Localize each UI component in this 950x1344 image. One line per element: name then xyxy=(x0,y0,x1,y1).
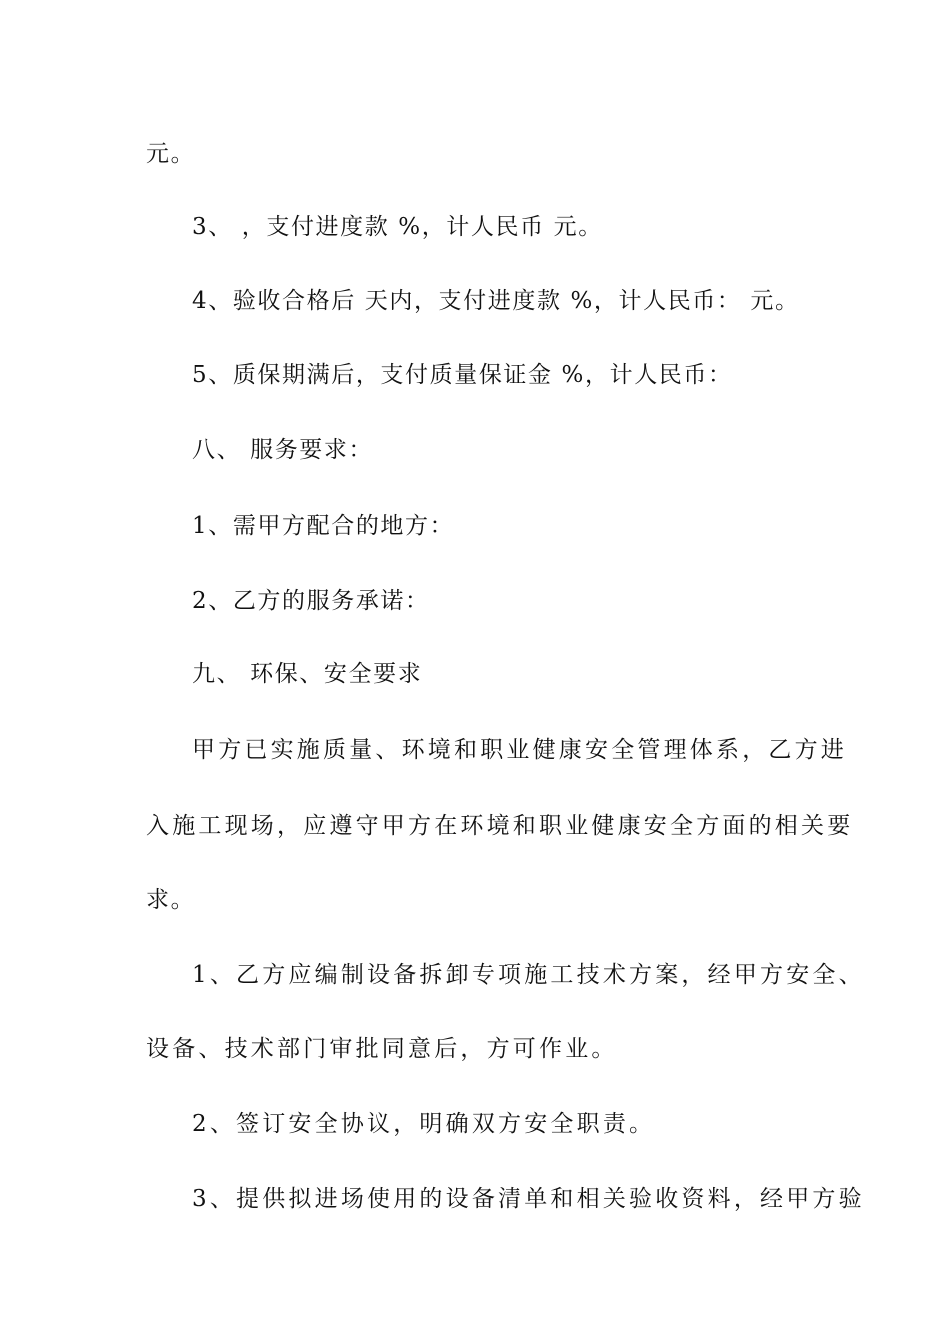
safety-item-2: 2、签订安全协议，明确双方安全职责。 xyxy=(192,1111,656,1137)
payment-item-4: 4、验收合格后 天内，支付进度款 %，计人民币： 元。 xyxy=(192,288,800,314)
paragraph-line: 入施工现场，应遵守甲方在环境和职业健康安全方面的相关要 xyxy=(146,813,854,839)
payment-item-5: 5、质保期满后，支付质量保证金 %，计人民币： xyxy=(192,362,733,388)
section-heading-service: 八、 服务要求： xyxy=(192,437,374,463)
safety-item-3: 3、提供拟进场使用的设备清单和相关验收资料，经甲方验 xyxy=(192,1186,865,1212)
paragraph-line: 求。 xyxy=(146,887,196,913)
paragraph-line: 元。 xyxy=(146,141,196,167)
safety-item-1: 1、乙方应编制设备拆卸专项施工技术方案，经甲方安全、 xyxy=(192,962,865,988)
paragraph-line: 甲方已实施质量、环境和职业健康安全管理体系，乙方进 xyxy=(192,737,847,763)
paragraph-line: 设备、技术部门审批同意后，方可作业。 xyxy=(146,1036,618,1062)
payment-item-3: 3、 ，支付进度款 %，计人民币 元。 xyxy=(192,214,603,240)
service-item-2: 2、乙方的服务承诺： xyxy=(192,588,430,614)
section-heading-safety: 九、 环保、安全要求 xyxy=(192,661,423,687)
service-item-1: 1、需甲方配合的地方： xyxy=(192,513,455,539)
